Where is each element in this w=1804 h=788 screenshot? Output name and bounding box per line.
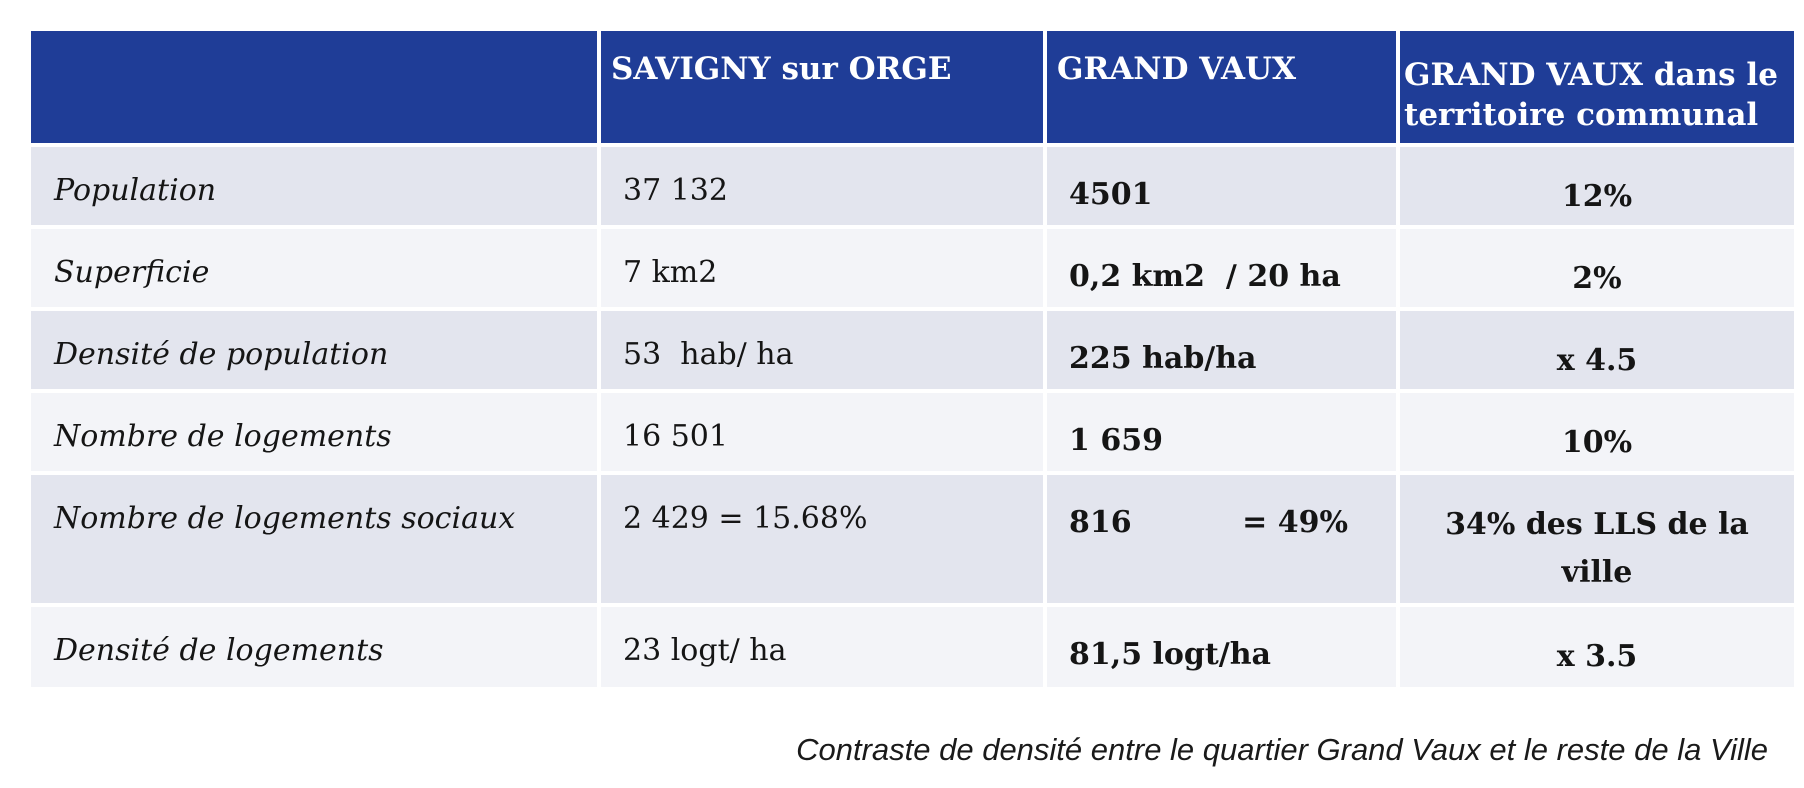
- row-label: Densité de logements: [31, 607, 597, 687]
- header-grand-vaux: GRAND VAUX: [1047, 31, 1396, 143]
- cell-grand-vaux: [1047, 475, 1396, 603]
- cell-share: 2%: [1400, 229, 1794, 307]
- cell-share: 34% des LLS de la ville: [1400, 475, 1794, 603]
- cell-savigny: 16 501: [601, 393, 1043, 471]
- header-savigny: SAVIGNY sur ORGE: [601, 31, 1043, 143]
- cell-share: x 3.5: [1400, 607, 1794, 687]
- row-label: Superficie: [31, 229, 597, 307]
- cell-grand-vaux: 1 659: [1047, 393, 1396, 471]
- table-row-densite-logements: [31, 607, 1794, 687]
- table-row-nombre-logements: [31, 393, 1794, 471]
- grand-vaux-split: [1069, 499, 1386, 547]
- cell-grand-vaux: 225 hab/ha: [1047, 311, 1396, 389]
- header-grand-vaux-share: GRAND VAUX dans le territoire communal: [1400, 31, 1794, 143]
- table-row-superficie: [31, 229, 1794, 307]
- cell-grand-vaux: 0,2 km2 / 20 ha: [1047, 229, 1396, 307]
- grand-vaux-count: 816: [1069, 505, 1132, 540]
- cell-savigny: 53 hab/ ha: [601, 311, 1043, 389]
- cell-grand-vaux: 4501: [1047, 147, 1396, 225]
- table-caption: Contraste de densité entre le quartier Grand Vaux et le reste de la Ville: [796, 732, 1768, 767]
- row-label: Population: [31, 147, 597, 225]
- header-empty-cell: [31, 31, 597, 143]
- table-row-population: [31, 147, 1794, 225]
- cell-savigny: 23 logt/ ha: [601, 607, 1043, 687]
- row-label: Nombre de logements: [31, 393, 597, 471]
- cell-share: 12%: [1400, 147, 1794, 225]
- cell-share: x 4.5: [1400, 311, 1794, 389]
- row-label: Nombre de logements sociaux: [31, 475, 597, 603]
- table-header-row: [31, 31, 1794, 143]
- grand-vaux-pct: = 49%: [1242, 505, 1348, 540]
- cell-share: 10%: [1400, 393, 1794, 471]
- table-row-logements-sociaux: [31, 475, 1794, 603]
- cell-savigny: 2 429 = 15.68%: [601, 475, 1043, 603]
- density-comparison-table-wrapper: [27, 27, 1778, 691]
- cell-savigny: 37 132: [601, 147, 1043, 225]
- row-label: Densité de population: [31, 311, 597, 389]
- density-comparison-table: [27, 27, 1798, 691]
- table-row-densite-population: [31, 311, 1794, 389]
- cell-savigny: 7 km2: [601, 229, 1043, 307]
- cell-grand-vaux: 81,5 logt/ha: [1047, 607, 1396, 687]
